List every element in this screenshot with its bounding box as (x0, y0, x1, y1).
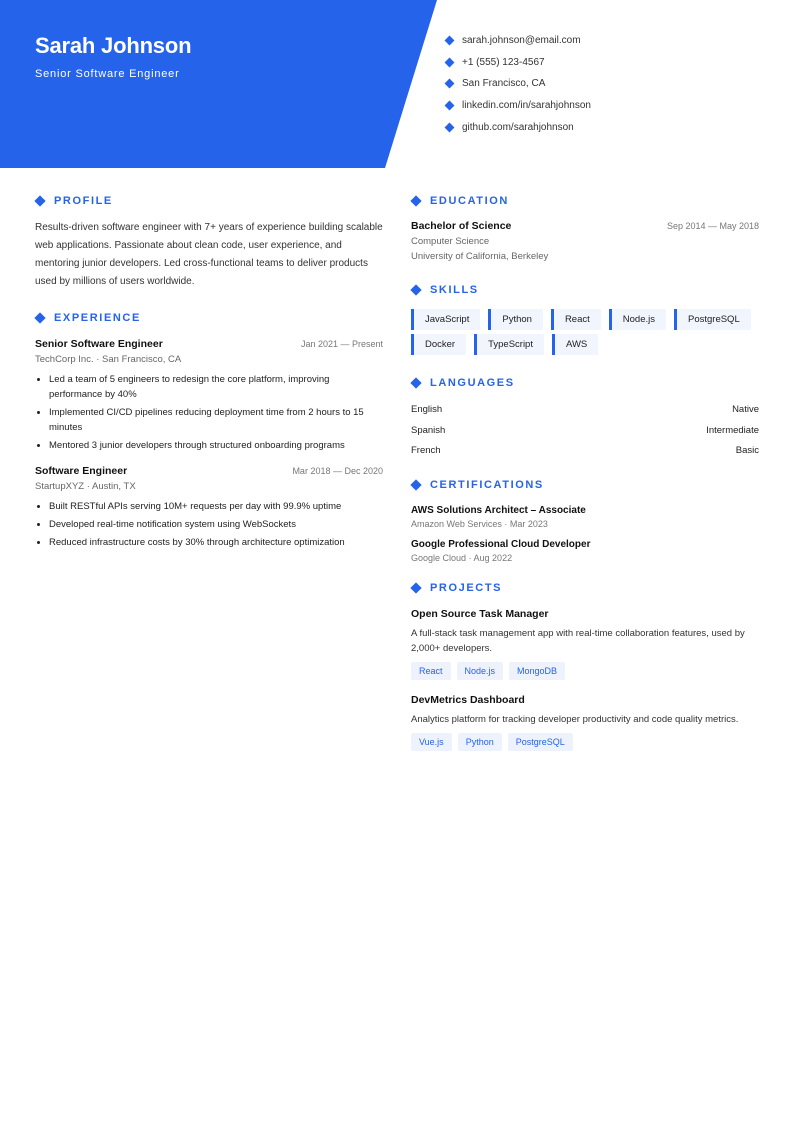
bullet-item: Implemented CI/CD pipelines reducing deployment time from 2 hours to 15 minutes (35, 405, 383, 435)
certification-entry (411, 539, 759, 563)
section-title: SKILLS (430, 284, 479, 296)
language-level: Intermediate (706, 424, 759, 436)
bullet-item: Built RESTful APIs serving 10M+ requests per day with 99.9% uptime (35, 499, 383, 514)
profile-heading (35, 194, 383, 208)
contact-linkedin[interactable] (446, 95, 591, 117)
tech-tag: Node.js (457, 662, 504, 680)
contact-github[interactable] (446, 116, 591, 138)
header-banner (0, 0, 794, 168)
language-row (411, 403, 759, 424)
education-school: University of California, Berkeley (411, 251, 549, 262)
diamond-icon (445, 122, 455, 132)
language-level: Basic (735, 445, 759, 456)
education-field: Computer Science (411, 236, 490, 247)
skill-chip: JavaScript (411, 309, 480, 330)
language-row (411, 444, 759, 465)
skill-chip: Node.js (609, 309, 666, 330)
skill-chip: Python (488, 309, 543, 330)
contact-github-text: github.com/sarahjohnson (462, 121, 574, 133)
job-entry (35, 338, 383, 453)
job-bullets (35, 372, 383, 453)
tech-tag: Python (458, 733, 502, 751)
skill-chip: AWS (552, 334, 598, 355)
language-name: English (411, 404, 443, 415)
certifications-heading (411, 478, 759, 492)
tech-tag: PostgreSQL (508, 733, 573, 751)
candidate-name: Sarah Johnson (35, 33, 192, 58)
job-company: TechCorp Inc. · San Francisco, CA (35, 354, 182, 365)
section-title: LANGUAGES (430, 377, 515, 389)
job-company: StartupXYZ · Austin, TX (35, 481, 136, 492)
skill-chip: React (551, 309, 601, 330)
languages-list (411, 403, 759, 465)
certification-issuer: Google Cloud · Aug 2022 (411, 552, 513, 563)
skills-list (411, 309, 759, 359)
skill-chip: TypeScript (474, 334, 544, 355)
project-entry (411, 608, 759, 680)
diamond-icon (34, 195, 45, 206)
contact-location (446, 73, 591, 95)
project-title: DevMetrics Dashboard (411, 693, 525, 706)
contact-phone[interactable] (446, 52, 591, 74)
section-title: EXPERIENCE (54, 312, 141, 324)
projects-heading (411, 581, 759, 595)
contact-linkedin-text: linkedin.com/in/sarahjohnson (462, 100, 591, 112)
project-tags (411, 733, 759, 751)
certification-issuer: Amazon Web Services · Mar 2023 (411, 518, 548, 529)
language-level: Native (732, 404, 759, 415)
diamond-icon (445, 79, 455, 89)
diamond-icon (410, 582, 421, 593)
job-entry (35, 465, 383, 550)
project-description: A full-stack task management app with real-time collaboration features, used by 2,000+ developers. (411, 627, 745, 654)
job-dates: Jan 2021 — Present (300, 339, 383, 349)
contact-email[interactable] (446, 30, 591, 52)
job-title: Senior Software Engineer (35, 338, 163, 350)
section-title: EDUCATION (430, 195, 509, 207)
job-bullets (35, 499, 383, 550)
degree-title: Bachelor of Science (411, 220, 512, 232)
candidate-title: Senior Software Engineer (35, 68, 180, 80)
section-title: PROFILE (54, 195, 113, 207)
certification-entry (411, 505, 759, 529)
project-tags (411, 662, 759, 680)
skill-chip: PostgreSQL (674, 309, 751, 330)
contact-email-text: sarah.johnson@email.com (462, 35, 581, 47)
bullet-item: Developed real-time notification system using WebSockets (35, 517, 383, 532)
certification-title: Google Professional Cloud Developer (411, 538, 591, 550)
project-entry (411, 694, 759, 751)
tech-tag: React (411, 662, 451, 680)
education-dates: Sep 2014 — May 2018 (666, 221, 759, 231)
diamond-icon (410, 377, 421, 388)
job-dates: Mar 2018 — Dec 2020 (292, 466, 383, 476)
bullet-item: Reduced infrastructure costs by 30% through architecture optimization (35, 535, 383, 550)
skills-heading (411, 283, 759, 297)
contact-phone-text: +1 (555) 123-4567 (462, 56, 545, 68)
diamond-icon (34, 312, 45, 323)
right-column (411, 194, 759, 765)
diamond-icon (445, 36, 455, 46)
languages-heading (411, 376, 759, 390)
job-title: Software Engineer (35, 465, 128, 477)
resume-header (0, 0, 794, 168)
left-column (35, 194, 383, 562)
diamond-icon (410, 284, 421, 295)
diamond-icon (445, 101, 455, 111)
bullet-item: Led a team of 5 engineers to redesign the core platform, improving performance by 40% (35, 372, 383, 402)
contact-location-text: San Francisco, CA (462, 78, 546, 90)
diamond-icon (410, 479, 421, 490)
tech-tag: Vue.js (411, 733, 452, 751)
language-row (411, 424, 759, 445)
section-title: PROJECTS (430, 581, 503, 594)
diamond-icon (445, 57, 455, 67)
language-name: French (411, 445, 441, 456)
project-title: Open Source Task Manager (411, 607, 549, 620)
profile-text: Results-driven software engineer with 7+ years of experience building scalable web applications. Passionate about clean code, user experience, and mentoring junior developers. Led cross-functional teams to deliver products used by millions of users worldwide. (35, 222, 383, 287)
certification-title: AWS Solutions Architect – Associate (411, 504, 586, 516)
project-description: Analytics platform for tracking developer productivity and code quality metrics. (411, 713, 739, 725)
section-title: CERTIFICATIONS (430, 478, 544, 491)
skill-chip: Docker (411, 334, 466, 355)
language-name: Spanish (411, 424, 446, 436)
experience-heading (35, 311, 383, 325)
bullet-item: Mentored 3 junior developers through structured onboarding programs (35, 438, 383, 453)
education-heading (411, 194, 759, 208)
tech-tag: MongoDB (509, 662, 565, 680)
contact-list (446, 30, 591, 138)
diamond-icon (410, 195, 421, 206)
